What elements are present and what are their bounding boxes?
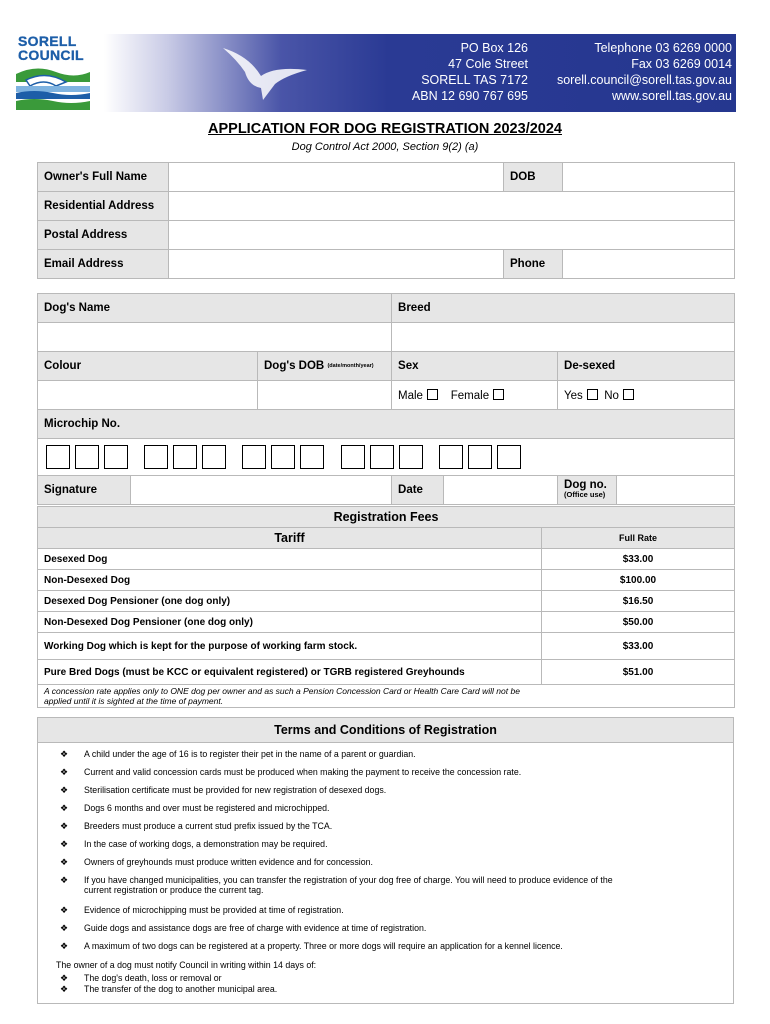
notify-text-item: The transfer of the dog to another municipal area. <box>84 984 278 994</box>
microchip-digit[interactable] <box>300 445 324 469</box>
term-item <box>60 749 724 759</box>
phone-field[interactable] <box>563 250 735 279</box>
microchip-digit[interactable] <box>497 445 521 469</box>
term-item <box>60 905 724 915</box>
logo-line-2: COUNCIL <box>18 47 84 63</box>
fee-row <box>38 612 735 633</box>
council-address <box>384 40 528 104</box>
term-text: Dogs 6 months and over must be registered and microchipped. <box>84 803 330 813</box>
male-checkbox[interactable] <box>427 389 438 400</box>
dog-dob-field[interactable] <box>258 381 392 410</box>
term-text: Breeders must produce a current stud prefix issued by the TCA. <box>84 821 333 831</box>
email-label: Email Address <box>38 250 169 279</box>
dog-dob-text: Dog's DOB <box>264 360 325 372</box>
bullet-icon: ❖ <box>60 923 69 933</box>
microchip-digit[interactable] <box>242 445 266 469</box>
bullet-icon: ❖ <box>60 767 69 777</box>
term-text: If you have changed municipalities, you can transfer the registration of your dog free of charge. You will need to produce evidence of the <box>84 875 613 885</box>
date-field[interactable] <box>444 476 557 504</box>
fee-row <box>38 570 735 591</box>
desexed-no-checkbox[interactable] <box>623 389 634 400</box>
term-text: A child under the age of 16 is to register their pet in the name of a parent or guardian. <box>84 749 416 759</box>
microchip-digit[interactable] <box>468 445 492 469</box>
bullet-icon: ❖ <box>60 984 69 994</box>
dog-dob-label <box>258 352 392 381</box>
microchip-digit[interactable] <box>439 445 463 469</box>
fee-rate: $16.50 <box>542 591 735 612</box>
microchip-digit[interactable] <box>341 445 365 469</box>
desexed-label: De-sexed <box>558 352 735 381</box>
bullet-icon: ❖ <box>60 785 69 795</box>
fee-row <box>38 549 735 570</box>
microchip-group <box>439 445 526 469</box>
terms-title: Terms and Conditions of Registration <box>38 718 733 743</box>
logo-line-1: SORELL <box>18 33 77 49</box>
term-text: Guide dogs and assistance dogs are free of charge with evidence at time of registration. <box>84 923 427 933</box>
page-title: APPLICATION FOR DOG REGISTRATION 2023/2024 <box>208 121 562 137</box>
owner-dob-label: DOB <box>504 163 563 192</box>
term-text: In the case of working dogs, a demonstration may be required. <box>84 839 328 849</box>
address-line: 47 Cole Street <box>448 57 528 71</box>
microchip-digit[interactable] <box>46 445 70 469</box>
term-item <box>60 857 724 867</box>
term-item <box>60 875 724 895</box>
dog-name-label: Dog's Name <box>38 294 392 323</box>
microchip-group <box>144 445 231 469</box>
term-text: Current and valid concession cards must be produced when making the payment to receive the concession rate. <box>84 767 522 777</box>
page-subtitle: Dog Control Act 2000, Section 9(2) (a) <box>291 141 479 153</box>
dog-no-field[interactable] <box>617 476 735 505</box>
postal-address-field[interactable] <box>169 221 735 250</box>
bullet-icon: ❖ <box>60 941 69 951</box>
full-rate-header: Full Rate <box>542 528 735 549</box>
microchip-digit[interactable] <box>75 445 99 469</box>
signature-label: Signature <box>38 476 131 505</box>
term-text: Sterilisation certificate must be provided for new registration of desexed dogs. <box>84 785 387 795</box>
female-checkbox[interactable] <box>493 389 504 400</box>
phone-label: Phone <box>504 250 563 279</box>
address-line: SORELL TAS 7172 <box>421 73 528 87</box>
microchip-group <box>341 445 428 469</box>
colour-label: Colour <box>38 352 258 381</box>
term-item <box>60 941 724 951</box>
council-logo <box>14 34 94 112</box>
email-link[interactable]: sorell.council@sorell.tas.gov.au <box>556 73 732 87</box>
fee-rate: $50.00 <box>542 612 735 633</box>
bullet-icon: ❖ <box>60 857 69 867</box>
logo-text <box>18 34 94 62</box>
fee-rate: $100.00 <box>542 570 735 591</box>
microchip-digit[interactable] <box>399 445 423 469</box>
no-label: No <box>604 389 619 402</box>
term-text: A maximum of two dogs can be registered at a property. Three or more dogs will require an application for a kennel licence. <box>84 941 563 951</box>
logo-emblem-icon <box>16 64 90 110</box>
fax-line: Fax 03 6269 0014 <box>631 57 732 71</box>
note-line: applied until it is sighted at the time of payment. <box>44 696 224 706</box>
term-item <box>60 839 724 849</box>
dog-no-label <box>558 476 617 505</box>
fee-label: Pure Bred Dogs (must be KCC or equivalent registered) or TGRB registered Greyhounds <box>38 660 542 685</box>
fee-label: Desexed Dog <box>38 549 542 570</box>
date-label: Date <box>392 476 444 504</box>
owner-name-field[interactable] <box>169 163 504 192</box>
notify-item <box>60 984 724 994</box>
fee-label: Non-Desexed Dog Pensioner (one dog only) <box>38 612 542 633</box>
concession-note <box>38 685 735 708</box>
fee-row <box>38 660 735 685</box>
bullet-icon: ❖ <box>60 821 69 831</box>
fee-rate: $33.00 <box>542 633 735 660</box>
dog-details-table <box>37 293 735 505</box>
microchip-digit[interactable] <box>370 445 394 469</box>
term-item <box>60 821 724 831</box>
fees-title: Registration Fees <box>38 507 735 528</box>
owner-name-label: Owner's Full Name <box>38 163 169 192</box>
notify-text: The owner of a dog must notify Council in writing within 14 days of: <box>56 960 317 970</box>
bullet-icon: ❖ <box>60 749 69 759</box>
seagull-icon <box>219 42 309 102</box>
residential-address-label: Residential Address <box>38 192 169 221</box>
bullet-icon: ❖ <box>60 803 69 813</box>
fee-label: Desexed Dog Pensioner (one dog only) <box>38 591 542 612</box>
email-field[interactable] <box>169 250 504 279</box>
bullet-icon: ❖ <box>60 875 69 885</box>
tariff-header: Tariff <box>38 528 542 549</box>
owner-dob-field[interactable] <box>563 163 735 192</box>
bullet-icon: ❖ <box>60 973 69 983</box>
dog-no-text: Dog no. <box>564 479 607 491</box>
header-banner <box>14 34 736 112</box>
council-contact <box>534 40 732 104</box>
date-cell <box>392 476 558 505</box>
signature-field[interactable] <box>131 476 392 505</box>
microchip-digit[interactable] <box>271 445 295 469</box>
website-link[interactable]: www.sorell.tas.gov.au <box>612 89 732 103</box>
female-label: Female <box>450 389 490 402</box>
term-item <box>60 767 724 777</box>
notify-item <box>60 973 724 983</box>
dog-dob-hint: (date/month/year) <box>327 362 374 369</box>
fee-rate: $51.00 <box>542 660 735 685</box>
address-line: PO Box 126 <box>460 41 528 55</box>
term-item <box>60 923 724 933</box>
microchip-digit[interactable] <box>104 445 128 469</box>
fee-row <box>38 633 735 660</box>
notify-text-item: The dog's death, loss or removal or <box>84 973 222 983</box>
sex-label: Sex <box>392 352 558 381</box>
fee-label: Non-Desexed Dog <box>38 570 542 591</box>
microchip-group <box>46 445 133 469</box>
desexed-options <box>558 381 735 410</box>
postal-address-label: Postal Address <box>38 221 169 250</box>
microchip-digit[interactable] <box>173 445 197 469</box>
fee-row <box>38 591 735 612</box>
terms-section <box>37 717 734 1004</box>
registration-fees-table <box>37 506 735 708</box>
colour-field[interactable] <box>38 381 258 410</box>
yes-label: Yes <box>564 389 583 402</box>
abn-line: ABN 12 690 767 695 <box>411 89 528 103</box>
microchip-field <box>38 439 735 476</box>
office-use-text: (Office use) <box>564 490 606 499</box>
microchip-digit[interactable] <box>202 445 226 469</box>
note-line: A concession rate applies only to ONE dog per owner and as such a Pension Concession Card or Health Care Card will not be <box>44 686 520 696</box>
owner-details-table <box>37 162 735 279</box>
residential-address-field[interactable] <box>169 192 735 221</box>
term-item <box>60 785 724 795</box>
term-text: Evidence of microchipping must be provided at time of registration. <box>84 905 344 915</box>
term-text: Owners of greyhounds must produce written evidence and for concession. <box>84 857 373 867</box>
fee-rate: $33.00 <box>542 549 735 570</box>
male-label: Male <box>398 389 423 402</box>
bullet-icon: ❖ <box>60 839 69 849</box>
microchip-label: Microchip No. <box>38 410 735 439</box>
term-item <box>60 803 724 813</box>
fee-label: Working Dog which is kept for the purpose of working farm stock. <box>38 633 542 660</box>
term-text: current registration or produce the current tag. <box>84 885 264 895</box>
telephone-line: Telephone 03 6269 0000 <box>594 41 732 55</box>
dog-name-field[interactable] <box>38 323 392 352</box>
desexed-yes-checkbox[interactable] <box>587 389 598 400</box>
microchip-group <box>242 445 329 469</box>
microchip-digit[interactable] <box>144 445 168 469</box>
breed-label: Breed <box>392 294 735 323</box>
breed-field[interactable] <box>392 323 735 352</box>
bullet-icon: ❖ <box>60 905 69 915</box>
sex-options <box>392 381 558 410</box>
